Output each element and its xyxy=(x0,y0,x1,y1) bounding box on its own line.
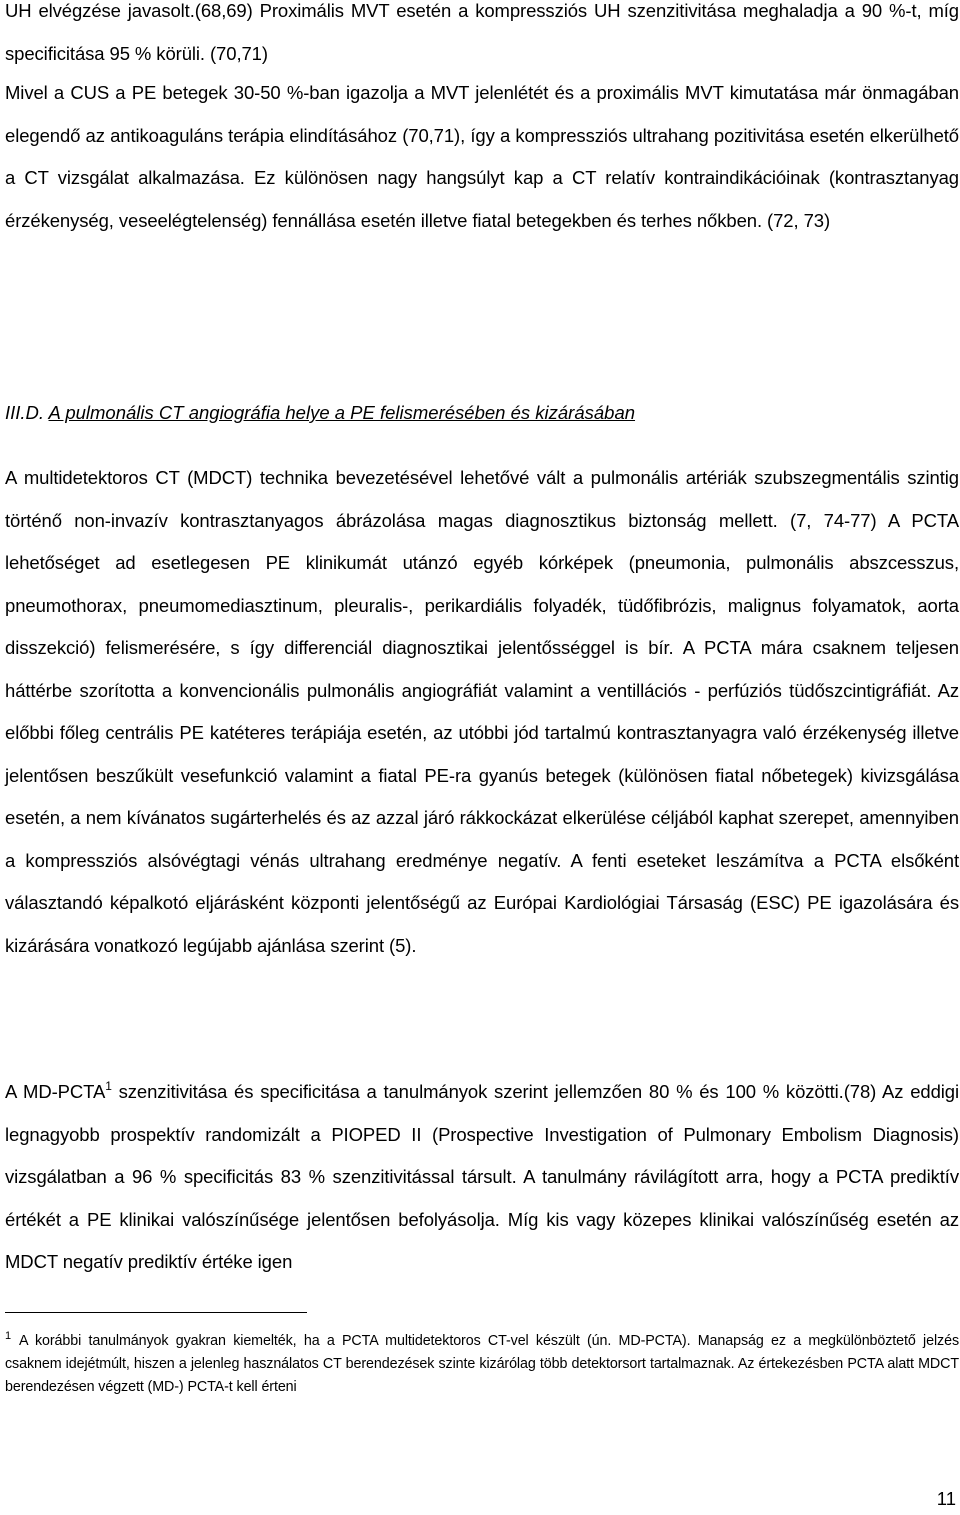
footnote-separator xyxy=(5,1312,307,1313)
footnote-text: A korábbi tanulmányok gyakran kiemelték, ha a PCTA multidetektoros CT-vel készült (ún. MD-PCTA). Manapság ez a megkülönböztető jelzés csaknem idejétmúlt, hiszen a jelenleg használatos CT berendezések szinte kizárólag több detektorsort tartalmaznak. Az értekezésben PCTA alatt MDCT berendezésen végzett (MD-) PCTA-t kell érteni xyxy=(5,1333,959,1395)
paragraph-text-start: A MD-PCTA xyxy=(5,1081,106,1102)
page-number: 11 xyxy=(936,1488,956,1509)
footnote-reference: 1 xyxy=(105,1079,112,1093)
paragraph-text-rest: szenzitivitása és specificitása a tanulmányok szerint jellemzően 80 % és 100 % közötti.(78) Az eddigi legnagyobb prospektív randomizált a PIOPED II (Prospective Investigation of Pulmonary Embolism Diagnosis) vizsgálatban a 96 % specificitás 83 % szenzitivitással társult. A tanulmány rávilágított arra, hogy a PCTA prediktív értékét a PE klinikai valószínűsége jelentősen befolyásolja. Míg kis vagy közepes klinikai valószínűség esetén az MDCT negatív prediktív értéke igen xyxy=(5,1081,959,1272)
paragraph-ultrasound-sensitivity: UH elvégzése javasolt.(68,69) Proximális MVT esetén a kompressziós UH szenzitivitása meghaladja a 90 %-t, míg specificitása 95 % körüli. (70,71) xyxy=(5,0,959,64)
section-number: III.D. xyxy=(5,402,45,423)
section-heading xyxy=(5,392,635,435)
footnote xyxy=(5,1330,959,1399)
paragraph-mdct-technique: A multidetektoros CT (MDCT) technika bevezetésével lehetővé vált a pulmonális artériák szubszegmentális szintig történő non-invazív kontrasztanyagos ábrázolása magas diagnosztikus biztonság mellett. (7, 74-77) A PCTA lehetőséget ad esetlegesen PE klinikumát utánzó egyéb kórképek (pneumonia, pulmonális abszcesszus, pneumothorax, pneumomediasztinum, pleuralis-, perikardiális folyadék, tüdőfibrózis, malignus folyamatok, aorta disszekció) felismerésére, s így differenciál diagnosztikai jelentősséggel is bír. A PCTA mára csaknem teljesen háttérbe szorította a konvencionális pulmonális angiográfiát valamint a ventillációs - perfúziós tüdőszcintigráfiát. Az előbbi főleg centrális PE katéteres terápiája esetén, az utóbbi jód tartalmú kontrasztanyagra való érzékenység illetve jelentősen beszűkült vesefunkció valamint a fiatal PE-ra gyanús betegek (különösen fiatal nőbetegek) kivizsgálása esetén, a nem kívánatos sugárterhelés és az azzal járó rákkockázat elkerülése céljából kaphat szerepet, amennyiben a kompressziós alsóvégtagi vénás ultrahang eredménye negatív. A fenti eseteket leszámítva a PCTA elsőként választandó képalkotó eljárásként központi jelentőségű az Európai Kardiológiai Társaság (ESC) PE igazolására és kizárására vonatkozó legújabb ajánlása szerint (5). xyxy=(5,467,959,956)
footnote-marker: 1 xyxy=(5,1330,12,1342)
section-title: A pulmonális CT angiográfia helye a PE felismerésében és kizárásában xyxy=(48,402,636,423)
paragraph-cus-ct-avoidance: Mivel a CUS a PE betegek 30-50 %-ban igazolja a MVT jelenlétét és a proximális MVT kimutatása már önmagában elegendő az antikoaguláns terápia elindításához (70,71), így a kompressziós ultrahang pozitivitása esetén elkerülhető a CT vizsgálat alkalmazása. Ez különösen nagy hangsúlyt kap a CT relatív kontraindikációinak (kontrasztanyag érzékenység, veseelégtelenség) fennállása esetén illetve fiatal betegekben és terhes nőkben. (72, 73) xyxy=(5,82,959,231)
paragraph-mdpcta-sensitivity xyxy=(5,1071,959,1284)
